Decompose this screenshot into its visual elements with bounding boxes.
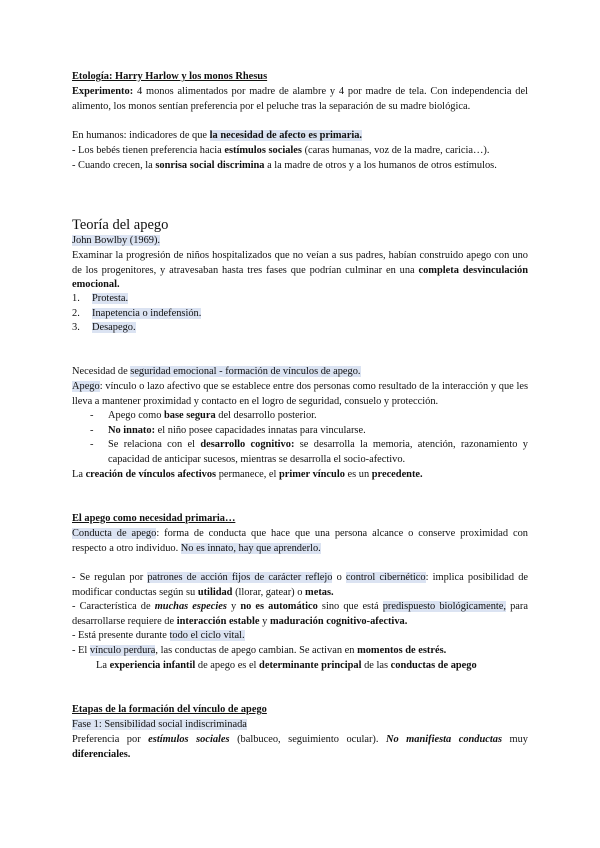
- section-title-etapas: Etapas de la formación del vínculo de apego: [72, 704, 267, 715]
- author-line: John Bowlby (1969).: [72, 235, 161, 246]
- preferencia-paragraph: Preferencia por estímulos sociales (balbuceo, seguimiento ocular). No manifiesta conductas muy diferenciales.: [72, 734, 528, 760]
- humanos-paragraph: En humanos: indicadores de que la necesidad de afecto es primaria.: [72, 130, 363, 141]
- fase-1-heading: Fase 1: Sensibilidad social indiscriminada: [72, 719, 247, 730]
- section-title-etologia: Etología: Harry Harlow y los monos Rhesus: [72, 71, 268, 82]
- bullet-bebes: - Los bebés tienen preferencia hacia estímulos sociales (caras humanas, voz de la madre, caricia…).: [72, 145, 490, 156]
- list-item: - Se relaciona con el desarrollo cognitivo: se desarrolla la memoria, atención, razonamiento y capacidad de anticipar sucesos, mientras se desarrolla el socio-afectivo.: [90, 439, 529, 465]
- conclusion-line: La creación de vínculos afectivos permanece, el primer vínculo es un precedente.: [72, 469, 423, 480]
- list-item: - Apego como base segura del desarrollo posterior.: [90, 410, 317, 421]
- vinculo-line: - El vínculo perdura, las conductas de apego cambian. Se activan en momentos de estrés.: [72, 645, 447, 656]
- apego-definition: Apego: vínculo o lazo afectivo que se establece entre dos personas como resultado de la interacción y que les lleva a mantener proximidad y contacto en el logro de seguridad, consuelo y protección.: [72, 381, 528, 407]
- phases-list: [72, 292, 528, 336]
- list-item: 2. Inapetencia o indefensión.: [72, 307, 202, 319]
- intro-paragraph: Examinar la progresión de niños hospitalizados que no veían a sus padres, habían construido apego con uno de los progenitores, y atravesaban hasta tres fases que podrían culminar en una completa desvinculación emocional.: [72, 250, 528, 291]
- especies-line: - Característica de muchas especies y no es automático sino que está predispuesto biológicamente, para desarrollarse requiere de interacción estable y maduración cognitivo-afectiva.: [72, 601, 528, 627]
- experiencia-line: La experiencia infantil de apego es el determinante principal de las conductas de apego: [96, 660, 477, 671]
- apego-bullets: [72, 409, 528, 467]
- section-title-teoria: Teoría del apego: [72, 217, 169, 233]
- experiment-paragraph: Experimento: 4 monos alimentados por madre de alambre y 4 por madre de tela. Con independencia del alimento, los monos sentían preferencia por el peluche tras la separación de su madre biológica.: [72, 86, 528, 112]
- section-title-necesidad: El apego como necesidad primaria…: [72, 513, 236, 524]
- list-item: 1. Protesta.: [72, 293, 129, 304]
- list-item: - No innato: el niño posee capacidades innatas para vincularse.: [90, 424, 366, 436]
- bullet-crecen: - Cuando crecen, la sonrisa social discrimina a la madre de otros y a los humanos de otros estímulos.: [72, 160, 497, 171]
- necesidad-line: Necesidad de seguridad emocional - formación de vínculos de apego.: [72, 366, 361, 377]
- list-item: 3. Desapego.: [72, 322, 136, 334]
- regulacion-line: - Se regulan por patrones de acción fijos de carácter reflejo o control cibernético: implica posibilidad de modificar conductas según su utilidad (llorar, gatear) o metas.: [72, 572, 529, 598]
- conducta-definition: Conducta de apego: forma de conducta que hace que una persona alcance o conserve proximidad con respecto a otro individuo. No es innato, hay que aprenderlo.: [72, 528, 528, 554]
- ciclo-vital-line: - Está presente durante todo el ciclo vital.: [72, 630, 245, 641]
